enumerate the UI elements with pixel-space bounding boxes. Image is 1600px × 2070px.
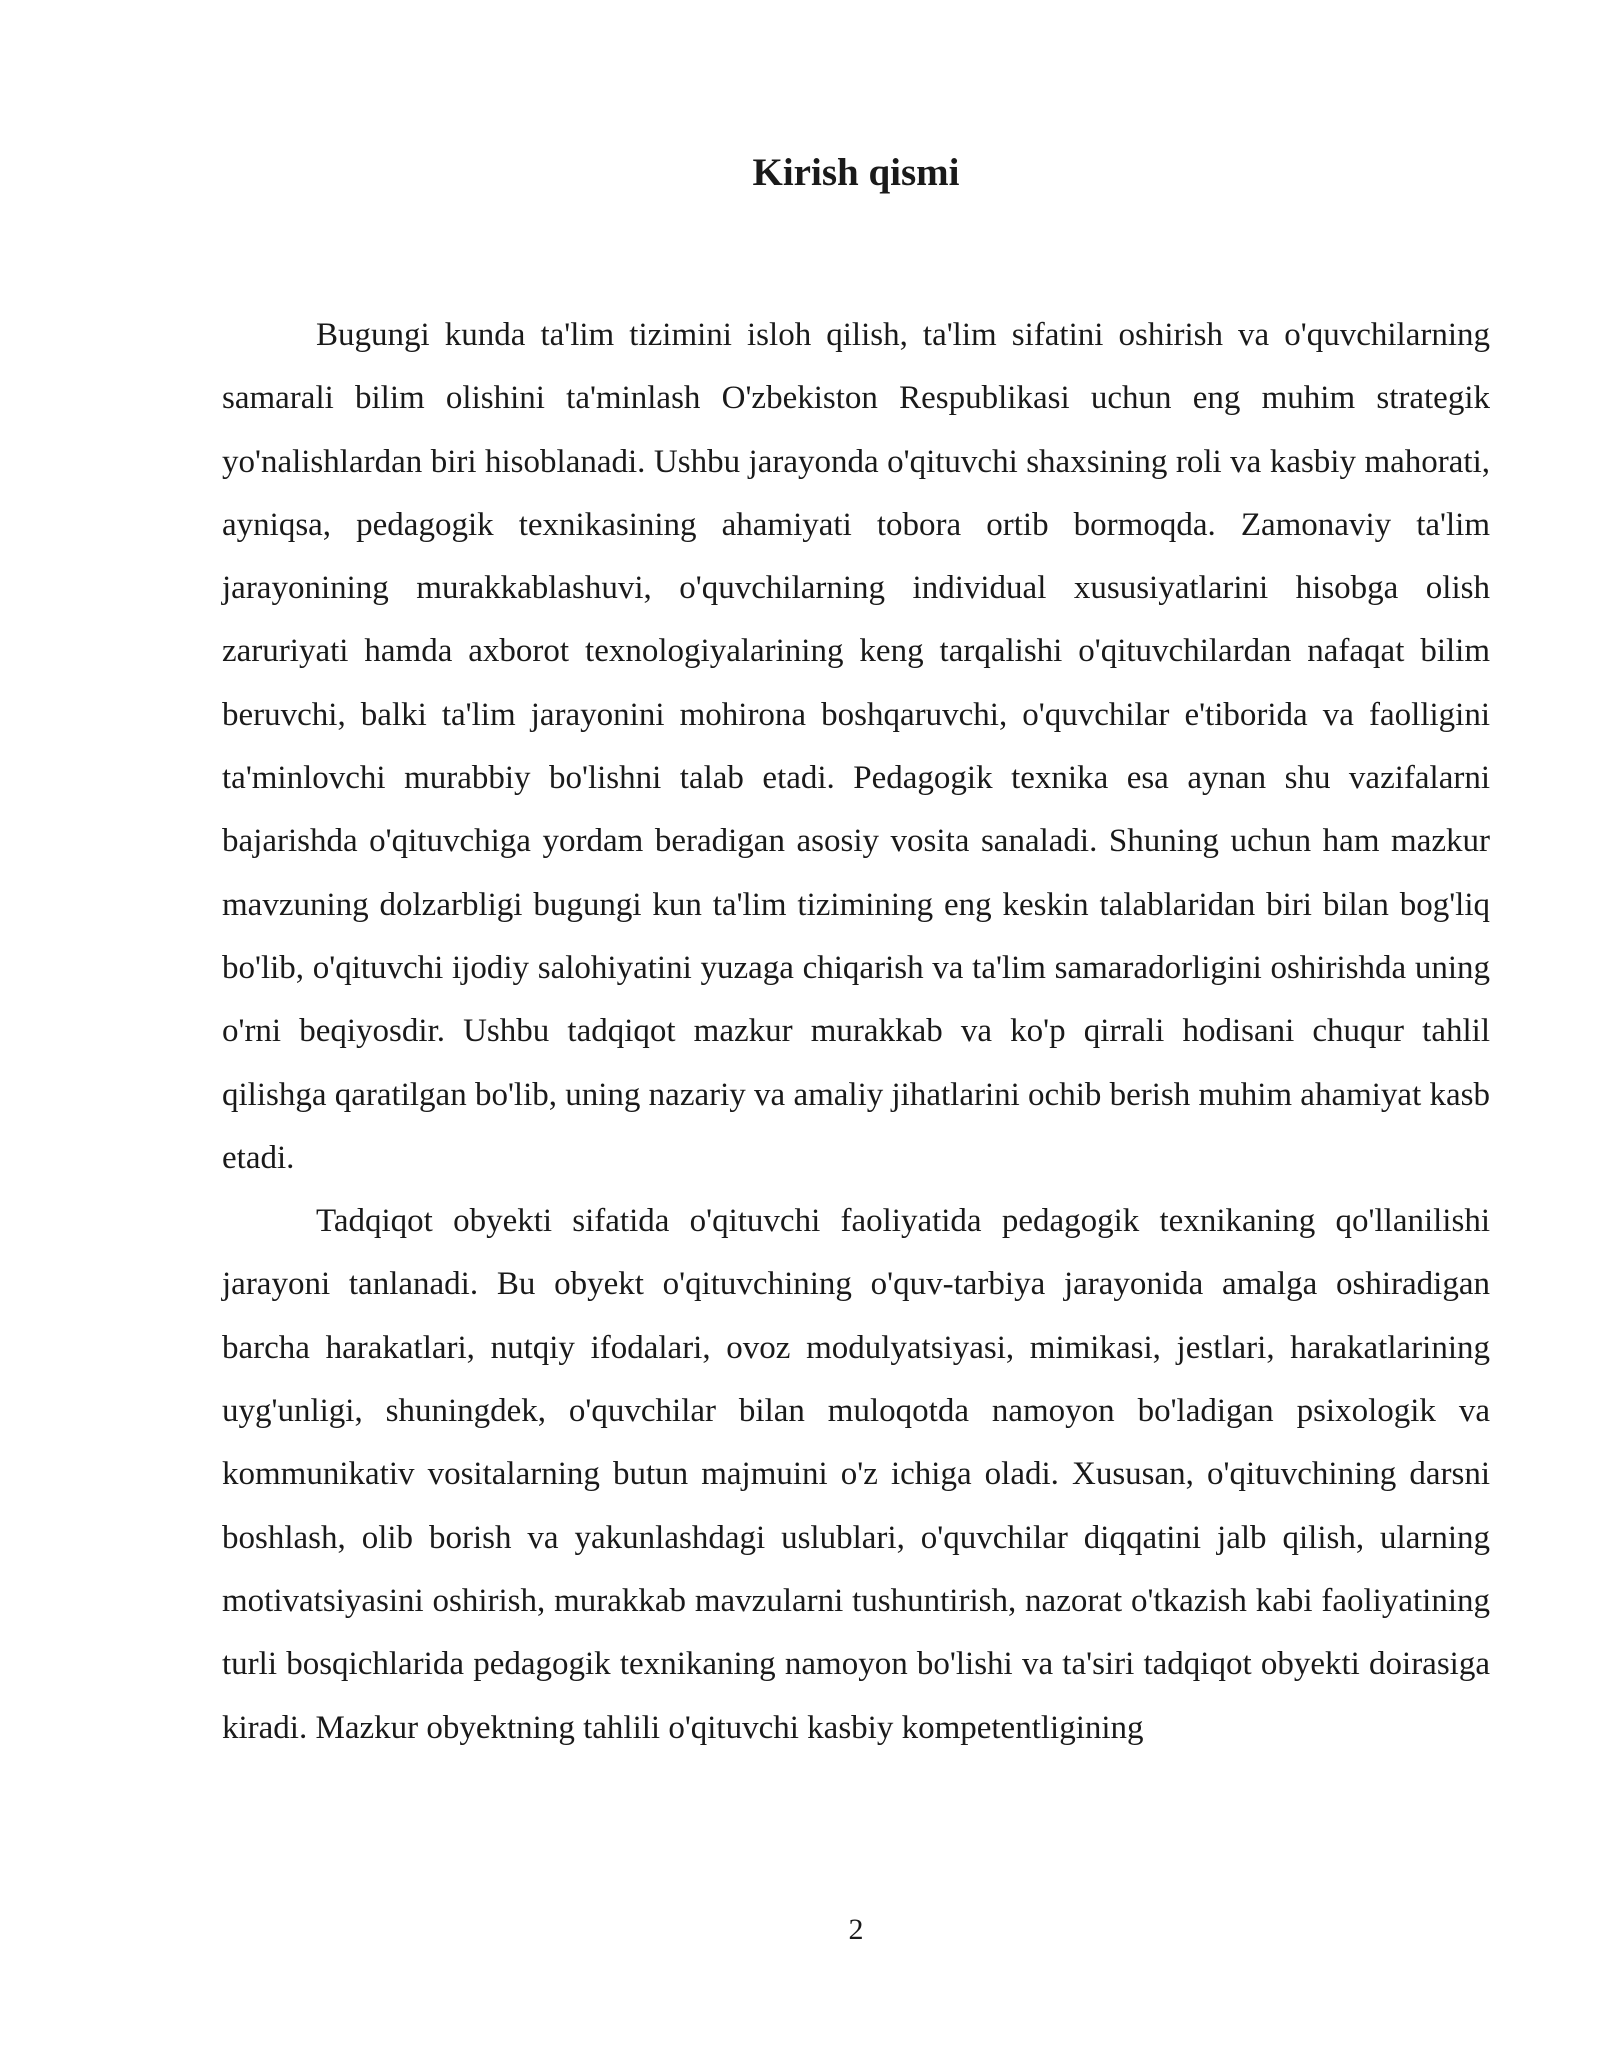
page-number: 2: [848, 1913, 864, 1946]
body-text: [222, 304, 1490, 1760]
paragraph-2: Tadqiqot obyekti sifatida o'qituvchi faoliyatida pedagogik texnikaning qo'llanilishi jarayoni tanlanadi. Bu obyekt o'qituvchining o'quv-tarbiya jarayonida amalga oshiradigan barcha harakatlari, nutqiy ifodalari, ovoz modulyatsiyasi, mimikasi, jestlari, harakatlarining uyg'unligi, shuningdek, o'quvchilar bilan muloqotda namoyon bo'ladigan psixologik va kommunikativ vositalarning butun majmuini o'z ichiga oladi. Xususan, o'qituvchining darsni boshlash, olib borish va yakunlashdagi uslublari, o'quvchilar diqqatini jalb qilish, ularning motivatsiyasini oshirish, murakkab mavzularni tushuntirish, nazorat o'tkazish kabi faoliyatining turli bosqichlarida pedagogik texnikaning namoyon bo'lishi va ta'siri tadqiqot obyekti doirasiga kiradi. Mazkur obyektning tahlili o'qituvchi kasbiy kompetentligining: [222, 1203, 1490, 1746]
paragraph-1: Bugungi kunda ta'lim tizimini isloh qilish, ta'lim sifatini oshirish va o'quvchilarning samarali bilim olishini ta'minlash O'zbekiston Respublikasi uchun eng muhim strategik yo'nalishlardan biri hisoblanadi. Ushbu jarayonda o'qituvchi shaxsining roli va kasbiy mahorati, ayniqsa, pedagogik texnikasining ahamiyati tobora ortib bormoqda. Zamonaviy ta'lim jarayonining murakkablashuvi, o'quvchilarning individual xususiyatlarini hisobga olish zaruriyati hamda axborot texnologiyalarining keng tarqalishi o'qituvchilardan nafaqat bilim beruvchi, balki ta'lim jarayonini mohirona boshqaruvchi, o'quvchilar e'tiborida va faolligini ta'minlovchi murabbiy bo'lishni talab etadi. Pedagogik texnika esa aynan shu vazifalarni bajarishda o'qituvchiga yordam beradigan asosiy vosita sanaladi. Shuning uchun ham mazkur mavzuning dolzarbligi bugungi kun ta'lim tizimining eng keskin talablaridan biri bilan bog'liq bo'lib, o'qituvchi ijodiy salohiyatini yuzaga chiqarish va ta'lim samaradorligini oshirishda uning o'rni beqiyosdir. Ushbu tadqiqot mazkur murakkab va ko'p qirrali hodisani chuqur tahlil qilishga qaratilgan bo'lib, uning nazariy va amaliy jihatlarini ochib berish muhim ahamiyat kasb etadi.: [222, 317, 1490, 1176]
page-title: Kirish qismi: [752, 151, 960, 194]
